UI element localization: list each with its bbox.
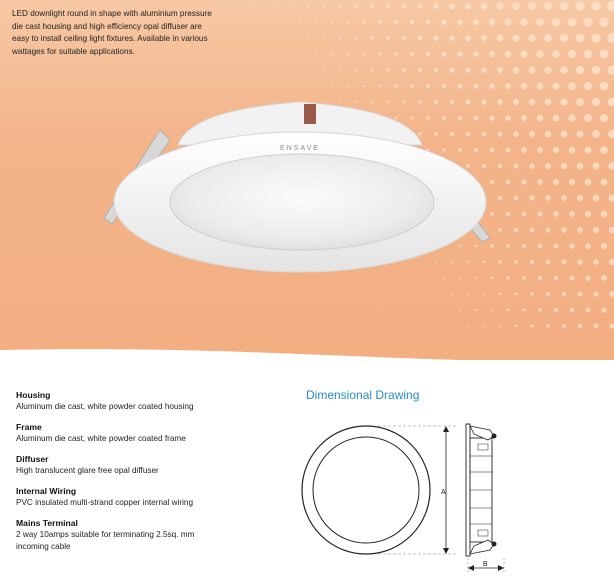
brand-logo: ENSAVE: [280, 145, 320, 152]
dimensional-drawing-title: Dimensional Drawing: [306, 388, 420, 402]
spec-title: Internal Wiring: [16, 486, 77, 496]
spec-desc: incoming cable: [16, 542, 71, 551]
dimensional-drawing: [298, 420, 518, 576]
dimension-a-label: A: [441, 489, 446, 496]
spec-desc: High translucent glare free opal diffuser: [16, 466, 159, 475]
spec-internal-wiring: [16, 485, 286, 509]
spec-desc: Aluminum die cast, white powder coated housing: [16, 402, 194, 411]
spec-desc: 2 way 10amps suitable for terminating 2.5sq. mm: [16, 530, 195, 539]
intro-text: [12, 8, 262, 58]
spec-diffuser: [16, 453, 286, 477]
spec-list: [16, 389, 286, 561]
dimension-b-label: B: [483, 561, 488, 568]
intro-line: die cast housing and high efficiency opal diffuser are: [12, 21, 202, 31]
spec-title: Frame: [16, 422, 42, 432]
spec-desc: PVC insulated multi-strand copper internal wiring: [16, 498, 194, 507]
spec-mains-terminal: [16, 517, 286, 553]
spec-title: Mains Terminal: [16, 518, 78, 528]
spec-housing: [16, 389, 286, 413]
spec-desc: Aluminum die cast, white powder coated frame: [16, 434, 186, 443]
spec-title: Housing: [16, 390, 51, 400]
spec-title: Diffuser: [16, 454, 49, 464]
intro-line: wattages for suitable applications.: [12, 46, 135, 56]
intro-line: LED downlight round in shape with aluminium pressure: [12, 9, 212, 18]
downlight-image: [90, 90, 510, 300]
intro-line: easy to install ceiling light fixtures. Available in various: [12, 34, 208, 43]
spec-frame: [16, 421, 286, 445]
hero-curve: [0, 320, 614, 390]
